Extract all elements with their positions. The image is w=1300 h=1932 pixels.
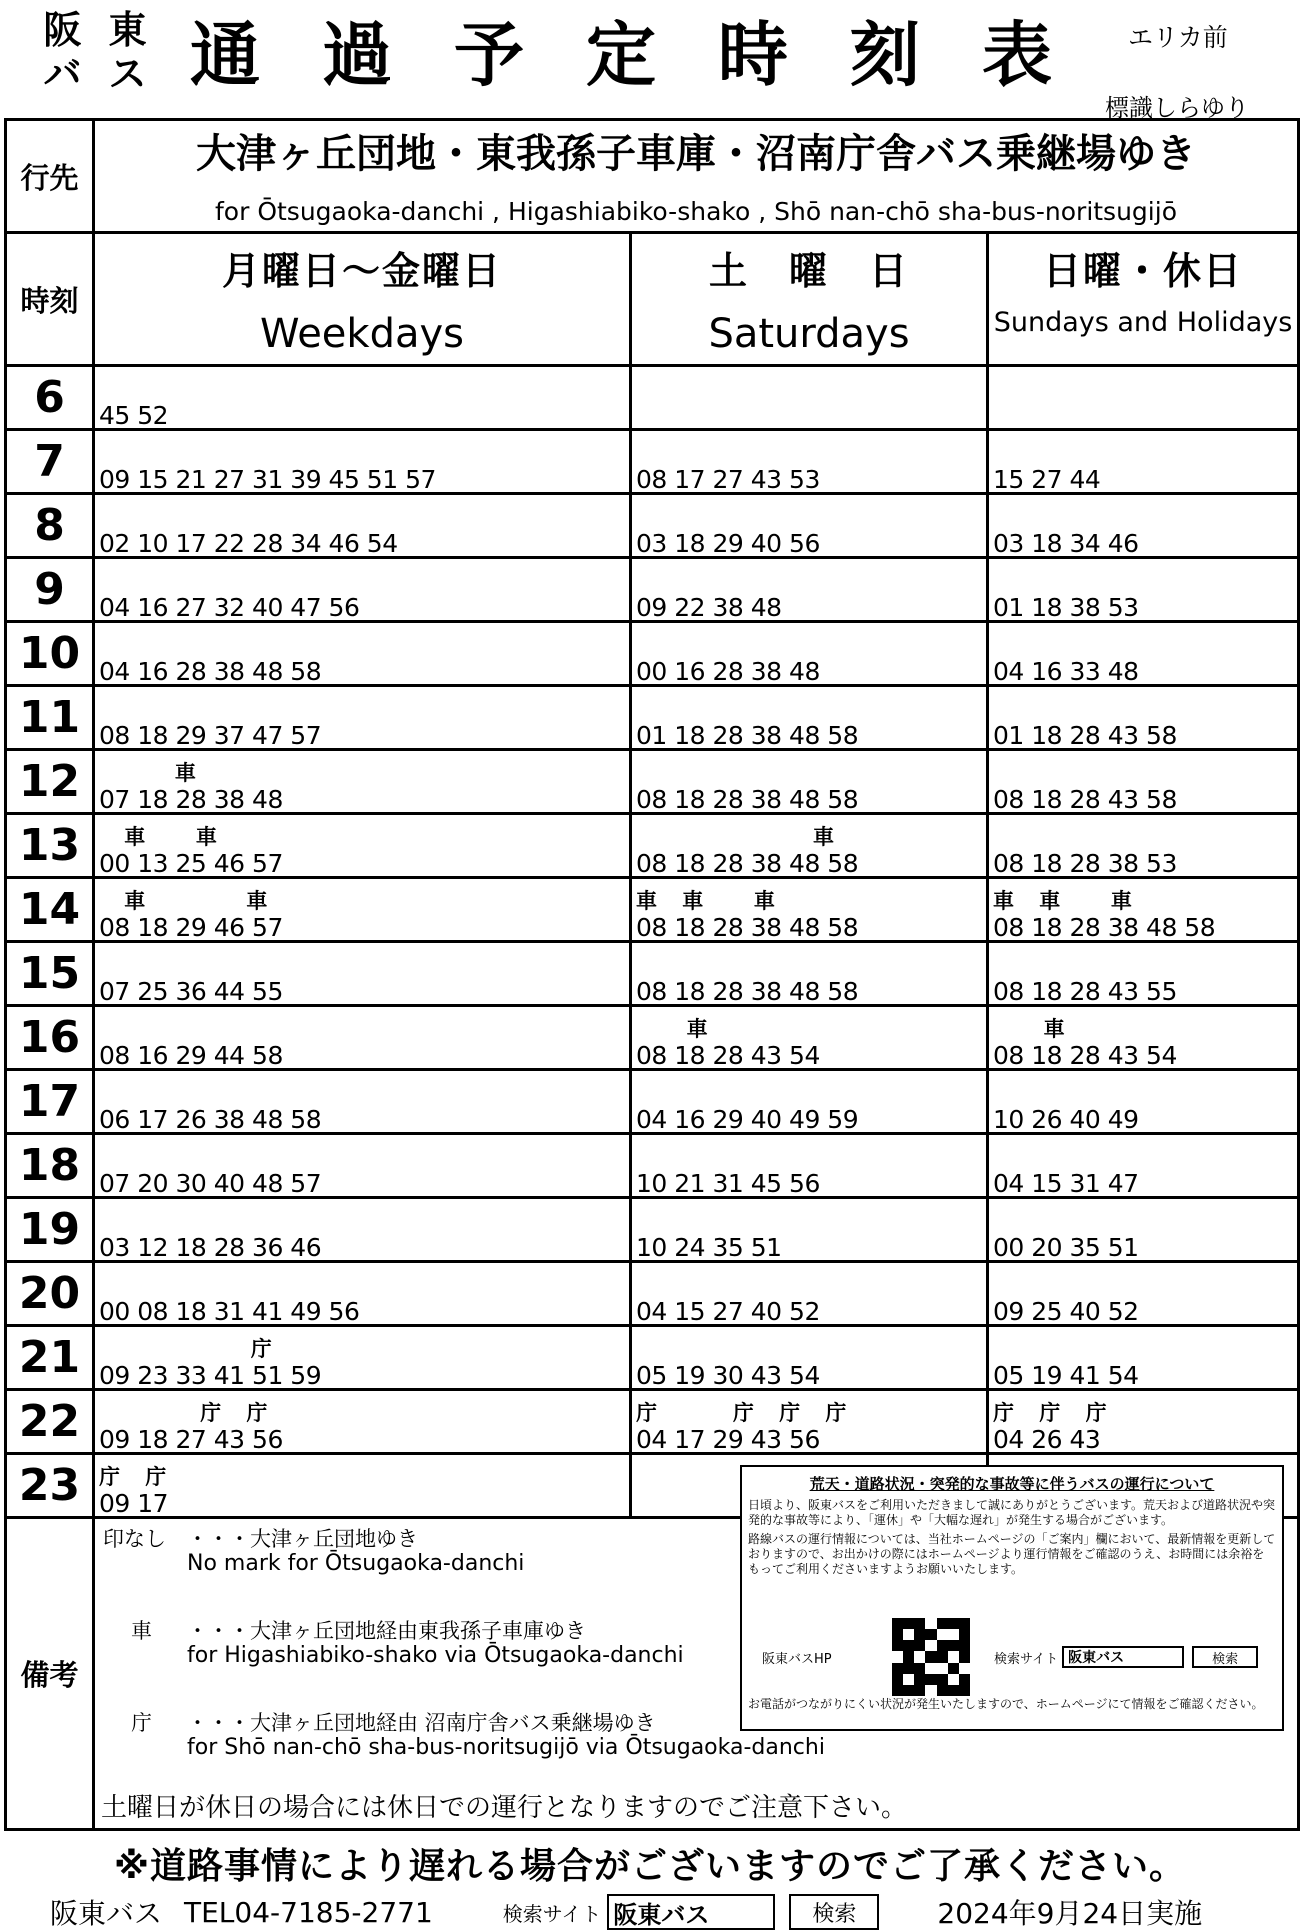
- holiday-times-cell: [988, 750, 1299, 814]
- weekday-times-cell: [94, 750, 631, 814]
- weekdays-jp: 月曜日～金曜日: [221, 249, 502, 293]
- company-char: バ: [43, 52, 82, 96]
- departure-minutes: 01 18 28 43 58: [993, 721, 1177, 750]
- hour-label: 14: [6, 878, 94, 942]
- route-marks: 車: [993, 1017, 1065, 1041]
- departure-minutes: 07 20 30 40 48 57: [99, 1169, 322, 1198]
- departure-minutes: 04 16 27 32 40 47 56: [99, 593, 360, 622]
- hour-label: 10: [6, 622, 94, 686]
- time-label: 時刻: [6, 233, 94, 366]
- saturday-times-cell: [631, 814, 988, 878]
- saturday-holiday-note: 土曜日が休日の場合には休日での運行となりますのでご注意下さい。: [101, 1793, 908, 1823]
- hour-label: 16: [6, 1006, 94, 1070]
- hour-label: 23: [6, 1454, 94, 1518]
- hour-row: [6, 1198, 1299, 1262]
- company-char: ス: [108, 52, 147, 96]
- departure-minutes: 03 18 29 40 56: [636, 529, 820, 558]
- holiday-times-cell: [988, 430, 1299, 494]
- departure-minutes: 09 23 33 41 51 59: [99, 1361, 322, 1390]
- page-title: 通過予定時刻表: [190, 14, 1114, 96]
- footer: [50, 1892, 1202, 1932]
- holiday-times-cell: [988, 1198, 1299, 1262]
- hour-label: 18: [6, 1134, 94, 1198]
- delay-warning: ※道路事情により遅れる場合がございますのでご了承ください。: [114, 1846, 1186, 1887]
- weekday-times-cell: [94, 814, 631, 878]
- saturday-times-cell: [631, 1326, 988, 1390]
- legend-cho-jp: ・・・大津ヶ丘団地経由 沼南庁舎バス乗継場ゆき: [187, 1711, 656, 1735]
- hour-label: 6: [6, 366, 94, 430]
- weekdays-header: [94, 233, 631, 366]
- weekday-times-cell: [94, 366, 631, 430]
- saturday-times-cell: [631, 1134, 988, 1198]
- hour-row: [6, 494, 1299, 558]
- departure-minutes: 04 17 29 43 56: [636, 1425, 820, 1454]
- departure-minutes: 08 17 27 43 53: [636, 465, 820, 494]
- weekday-times-cell: [94, 878, 631, 942]
- departure-minutes: 08 18 28 43 58: [993, 785, 1177, 814]
- destination-jp: 大津ヶ丘団地・東我孫子車庫・沼南庁舎バス乗継場ゆき: [196, 131, 1196, 177]
- saturday-times-cell: [631, 558, 988, 622]
- weekday-times-cell: [94, 1198, 631, 1262]
- hour-row: [6, 1262, 1299, 1326]
- saturday-times-cell: [631, 942, 988, 1006]
- hour-row: [6, 1390, 1299, 1454]
- departure-minutes: 07 18 28 38 48: [99, 785, 283, 814]
- departure-minutes: 10 21 31 45 56: [636, 1169, 820, 1198]
- saturday-times-cell: [631, 686, 988, 750]
- hour-label: 15: [6, 942, 94, 1006]
- departure-minutes: 08 16 29 44 58: [99, 1041, 283, 1070]
- route-marks: 車 車 車: [636, 889, 775, 913]
- hp-label: 阪東バスHP: [762, 1651, 832, 1667]
- weekday-times-cell: [94, 942, 631, 1006]
- departure-minutes: 08 18 28 38 53: [993, 849, 1177, 878]
- hour-row: [6, 1070, 1299, 1134]
- holiday-times-cell: [988, 558, 1299, 622]
- route-marks: 車 車: [99, 825, 217, 849]
- company-name: [30, 8, 170, 96]
- departure-minutes: 05 19 30 43 54: [636, 1361, 820, 1390]
- destination-cell: [94, 120, 1299, 233]
- departure-minutes: 01 18 28 38 48 58: [636, 721, 859, 750]
- departure-minutes: 08 18 28 38 48 58: [636, 913, 859, 942]
- hour-row: [6, 366, 1299, 430]
- weekdays-en: Weekdays: [259, 311, 464, 357]
- departure-minutes: 09 25 40 52: [993, 1297, 1139, 1326]
- holiday-times-cell: [988, 622, 1299, 686]
- hour-label: 8: [6, 494, 94, 558]
- departure-minutes: 04 16 33 48: [993, 657, 1139, 686]
- company-char: 阪: [43, 8, 82, 52]
- hour-row: [6, 558, 1299, 622]
- departure-minutes: 04 16 29 40 49 59: [636, 1105, 859, 1134]
- weekday-times-cell: [94, 1006, 631, 1070]
- company-char: 東: [108, 8, 147, 52]
- departure-minutes: 10 26 40 49: [993, 1105, 1139, 1134]
- notice-paragraph: 路線バスの運行情報については、当社ホームページの「ご案内」欄において、最新情報を更新しておりますので、お出かけの際にはホームページより運行情報をご確認のうえ、お時間には余裕をもってご利用くださいますようお願いいたします。: [748, 1532, 1276, 1576]
- hour-label: 12: [6, 750, 94, 814]
- departure-minutes: 09 15 21 27 31 39 45 51 57: [99, 465, 436, 494]
- departure-minutes: 08 18 28 43 55: [993, 977, 1177, 1006]
- holiday-times-cell: [988, 494, 1299, 558]
- hour-label: 20: [6, 1262, 94, 1326]
- saturdays-jp: 土 曜 日: [708, 249, 909, 293]
- departure-minutes: 09 17: [99, 1489, 169, 1518]
- weekday-times-cell: [94, 1070, 631, 1134]
- departure-minutes: 02 10 17 22 28 34 46 54: [99, 529, 398, 558]
- route-marks: 車: [636, 1017, 708, 1041]
- legend-sha-en: for Higashiabiko-shako via Ōtsugaoka-danchi: [187, 1643, 684, 1668]
- legend-key-sha: 車: [131, 1619, 152, 1643]
- departure-minutes: 03 18 34 46: [993, 529, 1139, 558]
- saturday-times-cell: [631, 1390, 988, 1454]
- hour-row: [6, 1326, 1299, 1390]
- holiday-times-cell: [988, 1390, 1299, 1454]
- weekday-times-cell: [94, 1454, 631, 1518]
- search-input[interactable]: 阪東バス: [1062, 1646, 1184, 1668]
- holiday-times-cell: [988, 814, 1299, 878]
- route-marks: 庁: [99, 1337, 272, 1361]
- holidays-en: Sundays and Holidays: [993, 307, 1293, 338]
- footer-phone: TEL04-7185-2771: [184, 1895, 433, 1929]
- service-notice: [740, 1465, 1284, 1731]
- hour-label: 17: [6, 1070, 94, 1134]
- hour-label: 19: [6, 1198, 94, 1262]
- departure-minutes: 08 18 28 38 48 58: [636, 785, 859, 814]
- hour-row: [6, 430, 1299, 494]
- weekday-times-cell: [94, 1390, 631, 1454]
- departure-minutes: 08 18 28 43 54: [636, 1041, 820, 1070]
- departure-minutes: 03 12 18 28 36 46: [99, 1233, 322, 1262]
- weekday-times-cell: [94, 494, 631, 558]
- legend-cho-en: for Shō nan-chō sha-bus-noritsugijō via Ōtsugaoka-danchi: [187, 1735, 825, 1760]
- remarks-label: 備考: [6, 1518, 94, 1830]
- hour-row: [6, 878, 1299, 942]
- holiday-times-cell: [988, 878, 1299, 942]
- holiday-times-cell: [988, 942, 1299, 1006]
- departure-minutes: 00 13 25 46 57: [99, 849, 283, 878]
- legend-none-en: No mark for Ōtsugaoka-danchi: [187, 1551, 525, 1576]
- holidays-header: [988, 233, 1299, 366]
- weekday-times-cell: [94, 430, 631, 494]
- route-marks: 車: [99, 761, 196, 785]
- holiday-times-cell: [988, 366, 1299, 430]
- destination-en: for Ōtsugaoka-danchi , Higashiabiko-shako , Shō nan-chō sha-bus-noritsugijō: [215, 197, 1177, 226]
- holiday-times-cell: [988, 1326, 1299, 1390]
- hour-label: 11: [6, 686, 94, 750]
- hour-row: [6, 1134, 1299, 1198]
- weekday-times-cell: [94, 1134, 631, 1198]
- departure-minutes: 07 25 36 44 55: [99, 977, 283, 1006]
- weekday-times-cell: [94, 558, 631, 622]
- departure-minutes: 04 15 31 47: [993, 1169, 1139, 1198]
- destination-label: 行先: [6, 120, 94, 233]
- saturday-times-cell: [631, 1262, 988, 1326]
- hour-row: [6, 814, 1299, 878]
- departure-minutes: 09 18 27 43 56: [99, 1425, 283, 1454]
- departure-minutes: 04 15 27 40 52: [636, 1297, 820, 1326]
- sign-name: 標識しらゆり: [1105, 94, 1249, 122]
- holiday-times-cell: [988, 1006, 1299, 1070]
- departure-minutes: 04 26 43: [993, 1425, 1101, 1454]
- saturday-times-cell: [631, 1070, 988, 1134]
- hour-label: 21: [6, 1326, 94, 1390]
- saturday-times-cell: [631, 622, 988, 686]
- destination-row: [6, 120, 1299, 233]
- weekday-times-cell: [94, 622, 631, 686]
- route-marks: 庁 庁 庁 庁: [636, 1401, 847, 1425]
- holiday-times-cell: [988, 1070, 1299, 1134]
- hour-row: [6, 1006, 1299, 1070]
- departure-minutes: 06 17 26 38 48 58: [99, 1105, 322, 1134]
- departure-minutes: 45 52: [99, 401, 169, 430]
- hour-label: 22: [6, 1390, 94, 1454]
- search-button[interactable]: 検索: [1192, 1646, 1258, 1668]
- footer-search-button[interactable]: 検索: [789, 1894, 879, 1930]
- weekday-times-cell: [94, 686, 631, 750]
- legend-key-cho: 庁: [131, 1711, 152, 1735]
- departure-minutes: 10 24 35 51: [636, 1233, 782, 1262]
- notice-paragraph: お電話がつながりにくい状況が発生いたしますので、ホームページにて情報をご確認ください。: [748, 1697, 1264, 1711]
- hour-label: 7: [6, 430, 94, 494]
- notice-search-row: [762, 1617, 1272, 1697]
- legend-none-jp: ・・・大津ヶ丘団地ゆき: [187, 1527, 418, 1551]
- hour-row: [6, 942, 1299, 1006]
- holiday-times-cell: [988, 1134, 1299, 1198]
- departure-minutes: 08 18 28 43 54: [993, 1041, 1177, 1070]
- saturdays-en: Saturdays: [708, 311, 910, 357]
- route-marks: 車 車: [99, 889, 268, 913]
- departure-minutes: 00 08 18 31 41 49 56: [99, 1297, 360, 1326]
- hour-row: [6, 622, 1299, 686]
- departure-minutes: 00 16 28 38 48: [636, 657, 820, 686]
- search-label: 検索サイト: [994, 1651, 1059, 1667]
- weekday-times-cell: [94, 1326, 631, 1390]
- footer-search-input[interactable]: 阪東バス: [607, 1894, 775, 1930]
- departure-minutes: 00 20 35 51: [993, 1233, 1139, 1262]
- route-marks: 庁 庁: [99, 1401, 268, 1425]
- holidays-jp: 日曜・休日: [1043, 249, 1244, 293]
- effective-date: 2024年9月24日実施: [937, 1897, 1203, 1930]
- notice-paragraph: 日頃より、阪東バスをご利用いただきまして誠にありがとうございます。荒天および道路状況や突発的な事故等により、「運休」や「大幅な遅れ」が発生する場合がございます。: [748, 1498, 1276, 1527]
- legend-sha-jp: ・・・大津ヶ丘団地経由東我孫子車庫ゆき: [187, 1619, 586, 1643]
- departure-minutes: 08 18 28 38 48 58: [993, 913, 1216, 942]
- stop-name: エリカ前: [1128, 23, 1228, 52]
- saturdays-header: [631, 233, 988, 366]
- holiday-times-cell: [988, 1262, 1299, 1326]
- route-marks: 庁 庁: [99, 1465, 167, 1489]
- saturday-times-cell: [631, 1006, 988, 1070]
- route-marks: 車 車 車: [993, 889, 1132, 913]
- holiday-times-cell: [988, 686, 1299, 750]
- hour-label: 9: [6, 558, 94, 622]
- departure-minutes: 08 18 29 46 57: [99, 913, 283, 942]
- saturday-times-cell: [631, 1198, 988, 1262]
- saturday-times-cell: [631, 430, 988, 494]
- departure-minutes: 05 19 41 54: [993, 1361, 1139, 1390]
- saturday-times-cell: [631, 878, 988, 942]
- departure-minutes: 15 27 44: [993, 465, 1101, 494]
- qr-code-icon[interactable]: [892, 1618, 970, 1696]
- notice-heading: 荒天・道路状況・突発的な事故等に伴うバスの運行について: [809, 1475, 1215, 1493]
- legend-key-none: 印なし: [103, 1527, 166, 1551]
- hour-label: 13: [6, 814, 94, 878]
- departure-minutes: 01 18 38 53: [993, 593, 1139, 622]
- departure-minutes: 04 16 28 38 48 58: [99, 657, 322, 686]
- departure-minutes: 08 18 28 38 48 58: [636, 849, 859, 878]
- footer-company: 阪東バス: [50, 1897, 163, 1930]
- hour-row: [6, 750, 1299, 814]
- departure-minutes: 08 18 28 38 48 58: [636, 977, 859, 1006]
- hour-row: [6, 686, 1299, 750]
- departure-minutes: 09 22 38 48: [636, 593, 782, 622]
- saturday-times-cell: [631, 494, 988, 558]
- footer-search-label: 検索サイト: [502, 1901, 602, 1926]
- column-header-row: [6, 233, 1299, 366]
- route-marks: 庁 庁 庁: [993, 1401, 1107, 1425]
- route-marks: 車: [636, 825, 835, 849]
- departure-minutes: 08 18 29 37 47 57: [99, 721, 322, 750]
- saturday-times-cell: [631, 366, 988, 430]
- saturday-times-cell: [631, 750, 988, 814]
- weekday-times-cell: [94, 1262, 631, 1326]
